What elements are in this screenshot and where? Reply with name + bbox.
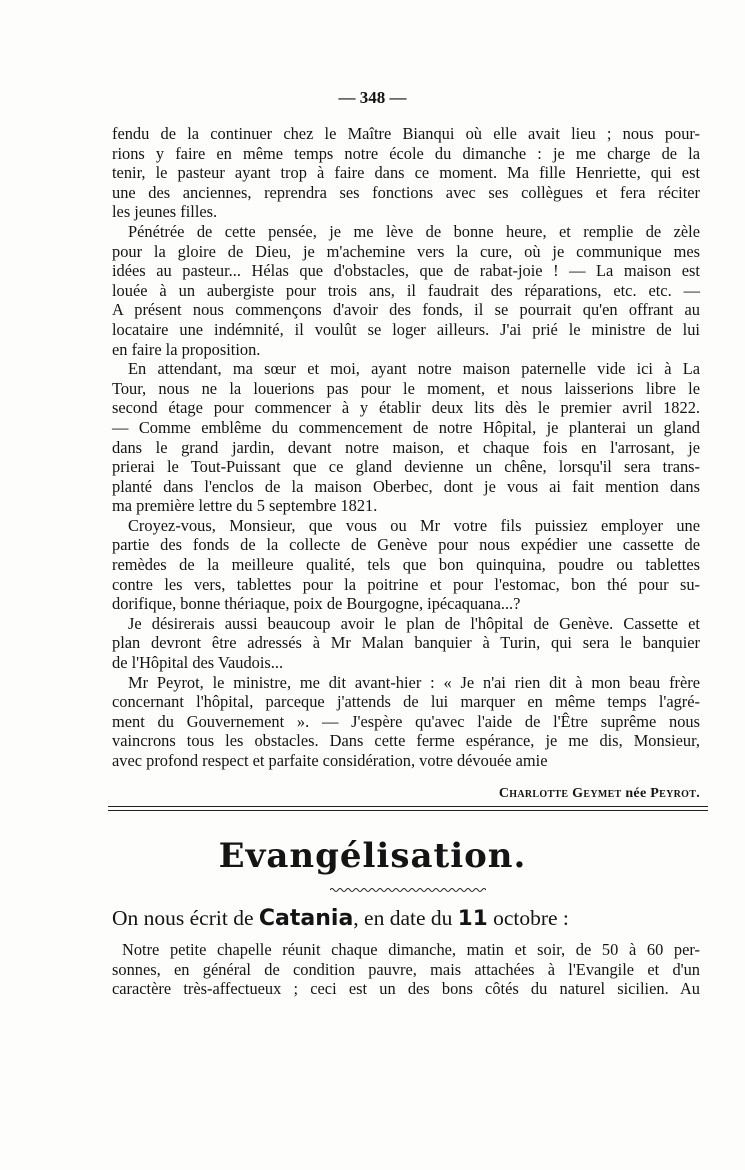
subtitle-city: Catania: [258, 906, 354, 931]
text-line: en faire la proposition.: [112, 339, 261, 359]
text-line: tenir, le pasteur ayant trop à faire dans ce moment. Ma fille Henriette, qui est: [112, 163, 700, 183]
section-body: [112, 940, 700, 999]
text-line: Je désirerais aussi beaucoup avoir le plan de l'hôpital de Genève. Cassette et: [128, 613, 700, 633]
section-subtitle: [112, 906, 702, 931]
letter-paragraph: [112, 359, 700, 516]
text-line: avec profond respect et parfaite considération, votre dévouée amie: [112, 751, 548, 770]
text-line: Pénétrée de cette pensée, je me lève de bonne heure, et remplie de zèle: [128, 221, 700, 241]
text-line: remèdes de la meilleure qualité, tels que bon quinquina, poudre ou tablettes: [112, 555, 700, 575]
subtitle-suffix: octobre :: [493, 906, 569, 930]
text-line: vaincrons tous les obstacles. Dans cette ferme espérance, je me dis, Monsieur,: [112, 731, 700, 751]
letter-paragraph: [112, 673, 700, 771]
text-line: locataire une indémnité, il voulût se loger ailleurs. J'ai prié le ministre de lui: [112, 319, 700, 339]
subtitle-prefix: On nous écrit de: [112, 906, 254, 930]
text-line: concernant l'hôpital, parceque j'attends de lui marquer en même temps l'agré-: [112, 692, 700, 712]
subtitle-day: 11: [457, 906, 488, 931]
text-line: idées au pasteur... Hélas que d'obstacles, que de rabat-joie ! — La maison est: [112, 261, 700, 281]
signature-maiden-name: Peyrot.: [650, 786, 700, 801]
text-line: plan devront être adressés à Mr Malan banquier à Turin, qui sera le banquier: [112, 633, 700, 653]
text-line: ment du Gouvernement ». — J'espère qu'avec l'aide de l'Être suprême nous: [112, 711, 700, 731]
text-line: Croyez-vous, Monsieur, que vous ou Mr votre fils puissiez employer une: [128, 515, 700, 535]
text-line: pour la gloire de Dieu, je m'achemine vers la cure, où je communique mes: [112, 241, 700, 261]
page-number: — 348 —: [338, 88, 407, 107]
letter-body: [112, 124, 700, 771]
text-line: planté dans l'enclos de la maison Oberbec, dont je vous ai fait mention dans: [112, 476, 700, 496]
letter-paragraph: [112, 614, 700, 673]
text-line: louée à un aubergiste pour trois ans, il faudrait des réparations, etc. etc. —: [112, 280, 700, 300]
text-line: une des anciennes, reprendra ses fonctions avec ses collègues et fera réciter: [112, 182, 700, 202]
text-line: Tour, nous ne la louerions pas pour le moment, et nous laisserions libre le: [112, 378, 700, 398]
text-line: caractère très-affectueux ; ceci est un des bons côtés du naturel sicilien. Au: [112, 979, 700, 999]
signature-name: Charlotte Geymet: [498, 786, 622, 801]
section-title: Evangélisation.: [218, 836, 527, 876]
signature-connector: née: [625, 786, 647, 801]
letter-paragraph: [112, 516, 700, 614]
text-line: Mr Peyrot, le ministre, me dit avant-hier : « Je n'ai rien dit à mon beau frère: [128, 672, 700, 692]
text-line: dans le grand jardin, devant notre maison, et chaque fois en l'arrosant, je: [112, 437, 700, 457]
text-line: sonnes, en général de condition pauvre, mais attachées à l'Evangile et d'un: [112, 959, 700, 979]
subtitle-middle: , en date du: [353, 906, 453, 930]
text-line: dorifique, bonne thériaque, poix de Bourgogne, ipécaquana...?: [112, 594, 521, 614]
text-line: ma première lettre du 5 septembre 1821.: [112, 496, 378, 516]
text-line: fendu de la continuer chez le Maître Bianqui où elle avait lieu ; nous pour-: [112, 124, 700, 143]
text-line: rions y faire en même temps notre école du dimanche : je me charge de la: [112, 143, 700, 163]
signature: [112, 786, 700, 802]
text-line: Notre petite chapelle réunit chaque dimanche, matin et soir, de 50 à 60 per-: [122, 940, 700, 959]
text-line: contre les vers, tablettes pour la poitrine et pour l'estomac, bon thé pour su-: [112, 574, 700, 594]
text-line: second étage pour commencer à y établir deux lits dès le premier avril 1822.: [112, 398, 700, 418]
letter-paragraph: [112, 124, 700, 222]
text-line: les jeunes filles.: [112, 202, 218, 222]
text-line: prierai le Tout-Puissant que ce gland devienne un chêne, lorsqu'il sera trans-: [112, 457, 700, 477]
title-wavy-underline: [330, 887, 486, 893]
section-divider-bottom: [108, 810, 708, 811]
letter-paragraph: [112, 222, 700, 359]
section-divider-top: [108, 806, 708, 807]
text-line: de l'Hôpital des Vaudois...: [112, 653, 284, 673]
text-line: A présent nous commençons d'avoir des fonds, il se pourrait qu'en offrant au: [112, 300, 700, 320]
text-line: — Comme emblême du commencement de notre Hôpital, je planterai un gland: [112, 417, 700, 437]
text-line: partie des fonds de la collecte de Genève pour nous expédier une cassette de: [112, 535, 700, 555]
text-line: En attendant, ma sœur et moi, ayant notre maison paternelle vide ici à La: [128, 359, 700, 379]
